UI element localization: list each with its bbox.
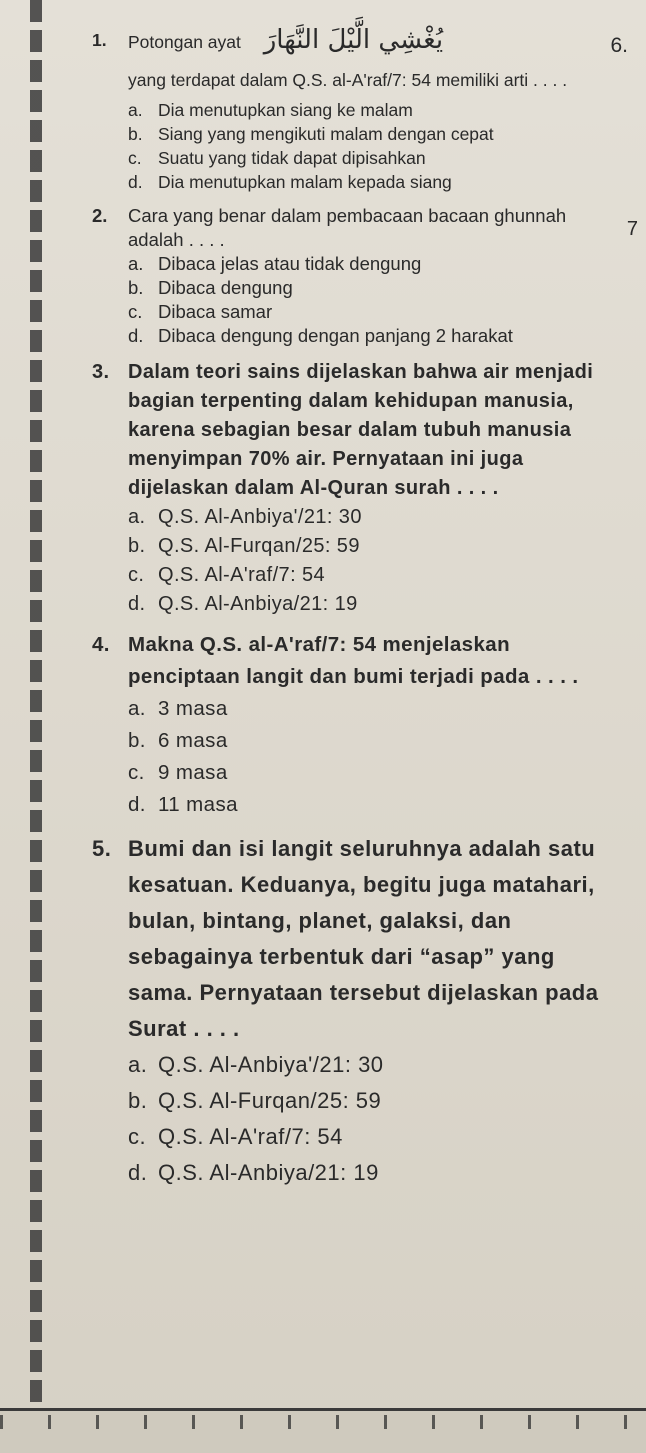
page-bottom-edge: [0, 1408, 646, 1453]
question-1: [92, 25, 622, 194]
option-d[interactable]: d. Dibaca dengung dengan panjang 2 harakat: [128, 325, 513, 346]
ruler-ticks: [0, 1415, 646, 1429]
side-number: 7: [626, 218, 638, 240]
question-list: [92, 25, 622, 1201]
option-c[interactable]: c. Q.S. Al-A'raf/7: 54: [128, 564, 326, 586]
question-number: 5.: [92, 836, 112, 861]
option-b[interactable]: b. 6 masa: [128, 729, 228, 752]
question-text: Cara yang benar dalam pembacaan bacaan ghunnah adalah . . . .: [128, 205, 567, 250]
arabic-verse: يُغْشِي الَّيْلَ النَّهَارَ: [263, 25, 444, 55]
question-lead: Potongan ayat: [128, 32, 241, 52]
option-c[interactable]: c. 9 masa: [128, 761, 228, 784]
question-4: [92, 629, 622, 821]
option-b[interactable]: b. Dibaca dengung: [128, 277, 293, 298]
question-number: 2.: [92, 205, 108, 226]
option-a[interactable]: a. Dibaca jelas atau tidak dengung: [128, 253, 422, 274]
question-number: 3.: [92, 361, 110, 383]
option-d[interactable]: d. Dia menutupkan malam kepada siang: [128, 172, 452, 192]
option-c[interactable]: c. Suatu yang tidak dapat dipisahkan: [128, 148, 426, 168]
option-d[interactable]: d. Q.S. Al-Anbiya/21: 19: [128, 593, 358, 615]
option-b[interactable]: b. Q.S. Al-Furqan/25: 59: [128, 1088, 382, 1113]
question-2: [92, 204, 622, 348]
question-text: Dalam teori sains dijelaskan bahwa air menjadi bagian terpenting dalam kehidupan manusia, karena sebagian besar dalam tubuh manusia menyimpan 70% air. Pernyataan ini juga dijelaskan dalam Al-Quran surah . . . .: [128, 361, 594, 499]
page-number: 6.: [610, 34, 628, 57]
option-a[interactable]: a. 3 masa: [128, 697, 228, 720]
binding-holes: [30, 0, 42, 1410]
question-3: [92, 358, 622, 619]
option-a[interactable]: a. Q.S. Al-Anbiya'/21: 30: [128, 506, 362, 528]
question-text: Bumi dan isi langit seluruhnya adalah satu kesatuan. Keduanya, begitu juga matahari, bulan, bintang, planet, galaksi, dan sebagainya terbentuk dari “asap” yang sama. Pernyataan tersebut dijelaskan pada Surat . . . .: [128, 836, 599, 1041]
option-d[interactable]: d. Q.S. Al-Anbiya/21: 19: [128, 1160, 379, 1185]
question-number: 4.: [92, 633, 110, 656]
option-c[interactable]: c. Q.S. Al-A'raf/7: 54: [128, 1124, 343, 1149]
question-text: Makna Q.S. al-A'raf/7: 54 menjelaskan penciptaan langit dan bumi terjadi pada . . . .: [128, 633, 579, 688]
option-b[interactable]: b. Q.S. Al-Furqan/25: 59: [128, 535, 360, 557]
option-a[interactable]: a. Q.S. Al-Anbiya'/21: 30: [128, 1052, 384, 1077]
question-5: [92, 831, 622, 1191]
option-d[interactable]: d. 11 masa: [128, 793, 238, 816]
option-a[interactable]: a. Dia menutupkan siang ke malam: [128, 100, 413, 120]
option-c[interactable]: c. Dibaca samar: [128, 301, 273, 322]
option-b[interactable]: b. Siang yang mengikuti malam dengan cepat: [128, 124, 494, 144]
question-number: 1.: [92, 30, 107, 50]
question-text: yang terdapat dalam Q.S. al-A'raf/7: 54 memiliki arti . . . .: [128, 70, 568, 90]
